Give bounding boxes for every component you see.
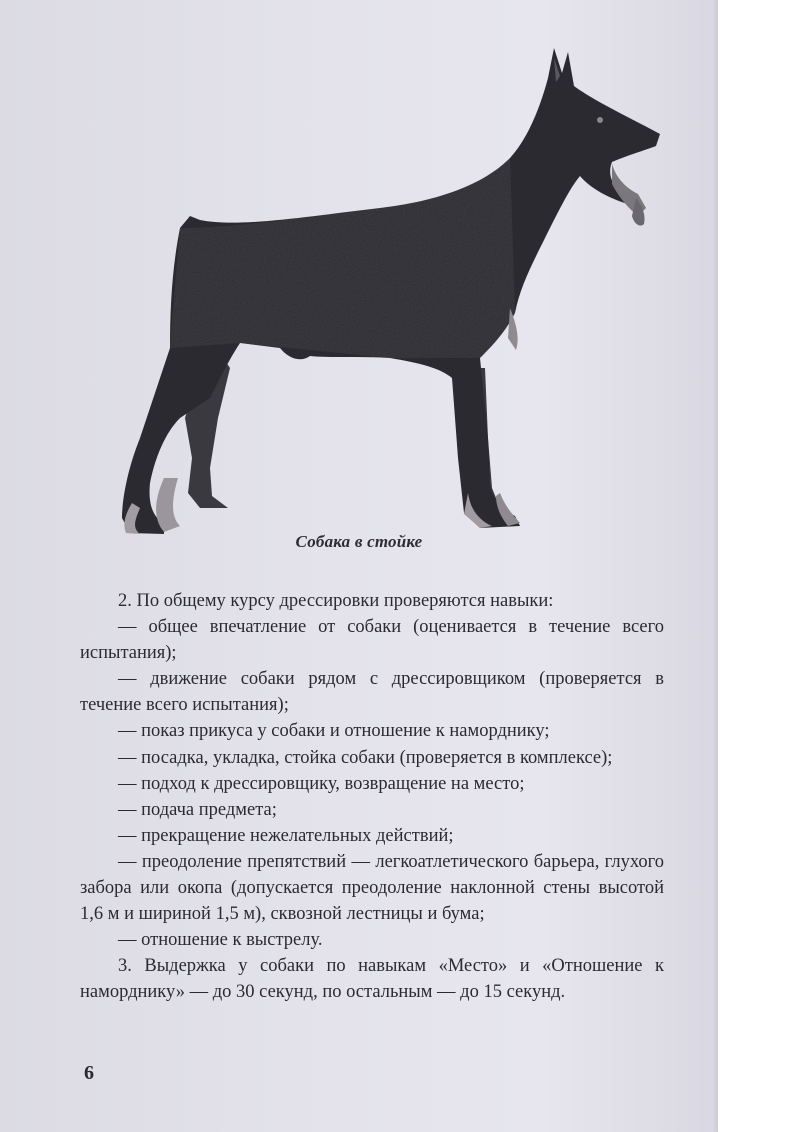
paragraph: — подход к дрессировщику, возвращение на место; — [118, 773, 525, 794]
paragraph: — подача предмета; — [118, 799, 277, 820]
paragraph: 3. Выдержка у собаки по навыкам «Место» и «Отношение к наморднику» — до 30 секунд, по остальным — до 15 секунд. — [80, 956, 664, 1003]
paragraph: 2. По общему курсу дрессировки проверяются навыки: — [118, 591, 554, 611]
paragraph: — прекращение нежелательных действий; — [118, 825, 454, 846]
paragraph: — преодоление препятствий — легкоатлетического барьера, глухого забора или окопа (допускается преодоление наклонной стены высотой 1,6 м и шириной 1,5 м), сквозной лестницы и бума; — [80, 851, 664, 925]
paragraph: — посадка, укладка, стойка собаки (проверяется в комплексе); — [118, 747, 613, 768]
figure-caption: Собака в стойке — [295, 532, 423, 551]
page-number: 6 — [84, 1062, 94, 1084]
paragraph: — отношение к выстрелу. — [118, 930, 323, 951]
paragraph: — показ прикуса у собаки и отношение к наморднику; — [118, 721, 550, 742]
dog-standing-illustration-icon — [60, 38, 680, 548]
paragraph: — общее впечатление от собаки (оценивается в течение всего испытания); — [80, 617, 664, 664]
body-text — [80, 588, 664, 1006]
dog-figure — [60, 38, 680, 548]
paragraph: — движение собаки рядом с дрессировщиком (проверяется в течение всего испытания); — [80, 669, 664, 716]
